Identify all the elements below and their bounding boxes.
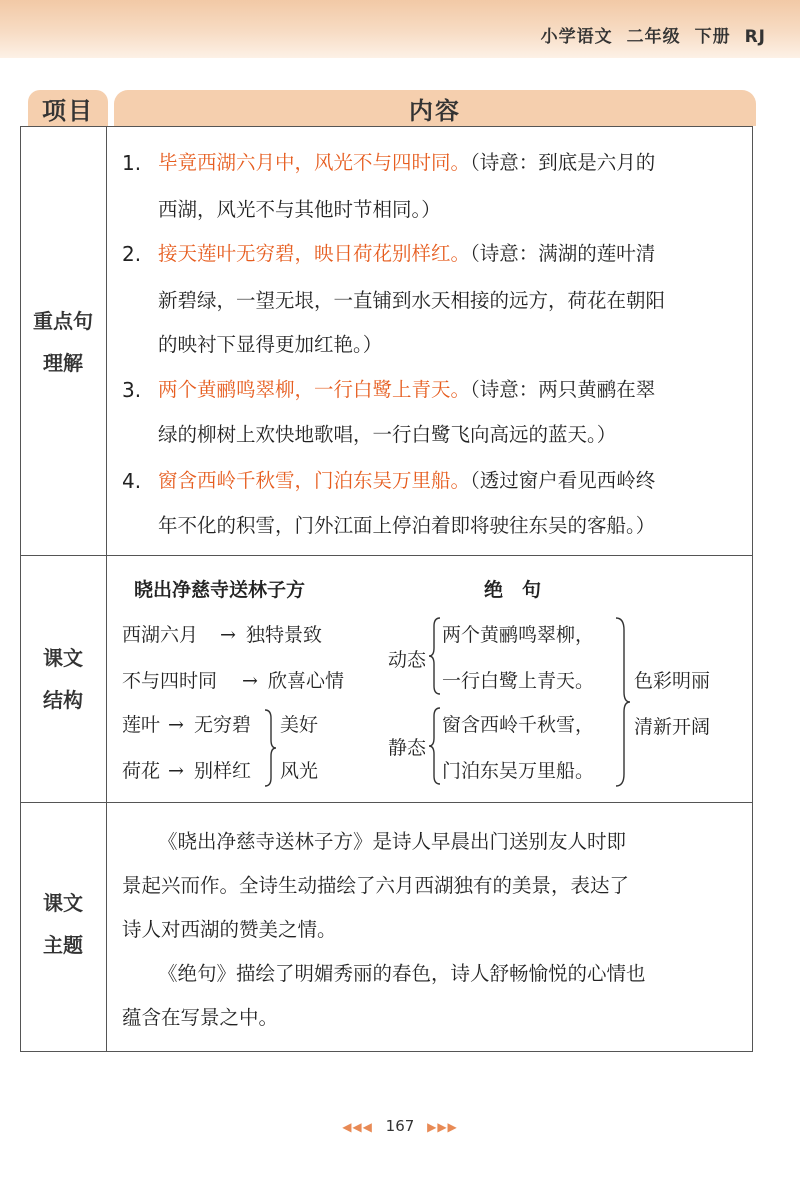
static-label: 静态 [388,737,427,759]
column-header-content: 内容 [114,90,756,126]
arrow-icon: → [220,624,236,646]
row-divider-2 [20,802,753,803]
structure-row-3-left: 莲叶 [122,714,161,736]
poem-quote: 窗含西岭千秋雪，门泊东吴万里船。 [158,469,471,492]
structure-row-1-right: 独特景致 [246,624,323,646]
structure-row-1-left: 西湖六月 [122,624,199,646]
structure-row-4-right: 别样红 [194,760,252,782]
poem-meaning: （诗意：满湖的莲叶清 [470,242,656,265]
poem2-line-2: 一行白鹭上青天。 [442,670,595,692]
grade-label: 二年级 [626,27,681,47]
poem-quote: 两个黄鹂鸣翠柳，一行白鹭上青天。 [158,378,471,401]
page-footer [0,1117,800,1135]
summary-color: 色彩明丽 [634,670,711,692]
poem-quote: 接天莲叶无穷碧，映日荷花别样红。 [158,242,471,265]
poem2-title: 绝 句 [484,579,542,601]
book-header [527,22,766,47]
summary-fresh: 清新开阔 [634,716,711,738]
item-number: 2. [122,242,142,266]
poem2-line-4: 门泊东吴万里船。 [442,760,595,782]
structure-row-2-left: 不与四时同 [122,670,218,692]
right-brace-icon [614,616,632,788]
section-label-theme: 课文 主题 [43,891,83,957]
edition-label: RJ [744,27,766,47]
arrow-icon: → [168,714,184,736]
structure-group-1: 美好 [280,714,319,736]
item-number: 1. [122,151,142,175]
arrow-icon: → [242,670,258,692]
column-header-item: 项目 [28,90,108,126]
item-number: 3. [122,378,142,402]
poem-meaning: （诗意：两只黄鹂在翠 [470,378,656,401]
poem2-line-1: 两个黄鹂鸣翠柳， [442,624,595,646]
theme-paragraph-1: 《晓出净慈寺送林子方》是诗人早晨出门送别友人时即 景起兴而作。全诗生动描绘了六月西湖独有的美景，表达了 诗人对西湖的赞美之情。 [122,830,630,941]
poem-meaning-cont: 年不化的积雪，门外江面上停泊着即将驶往东吴的客船。） [158,514,656,537]
poem-meaning: （透过窗户看见西岭终 [470,469,656,492]
poem-meaning-cont: 西湖，风光不与其他时节相同。） [158,198,441,221]
structure-group-2: 风光 [280,760,319,782]
structure-row-3-right: 无穷碧 [194,714,252,736]
left-brace-icon [428,616,442,696]
right-brace-icon [262,708,278,788]
poem-meaning: （诗意：到底是六月的 [470,151,656,174]
next-arrows-icon: ▶▶▶ [427,1120,458,1134]
poem2-line-3: 窗含西岭千秋雪， [442,714,595,736]
left-brace-icon [428,706,442,786]
arrow-icon: → [168,760,184,782]
prev-arrows-icon: ◀◀◀ [342,1120,373,1134]
theme-paragraph-2: 《绝句》描绘了明媚秀丽的春色，诗人舒畅愉悦的心情也 蕴含在写景之中。 [122,962,646,1029]
subject-label: 小学语文 [540,27,613,47]
poem1-title: 晓出净慈寺送林子方 [134,579,306,601]
poem-quote: 毕竟西湖六月中，风光不与四时同。 [158,151,471,174]
section-label-structure: 课文 结构 [43,646,83,712]
poem-meaning-cont: 的映衬下显得更加红艳。） [158,333,383,356]
item-number: 4. [122,469,142,493]
volume-label: 下册 [694,27,731,47]
poem-meaning-cont: 绿的柳树上欢快地歌唱，一行白鹭飞向高远的蓝天。） [158,423,617,446]
row-divider-1 [20,555,753,556]
structure-row-2-right: 欣喜心情 [268,670,345,692]
section-label-key-sentences: 重点句 理解 [33,309,93,375]
poem-meaning-cont: 新碧绿，一望无垠，一直铺到水天相接的远方，荷花在朝阳 [158,289,666,312]
structure-row-4-left: 荷花 [122,760,161,782]
dynamic-label: 动态 [388,649,427,671]
page-number: 167 [385,1117,415,1135]
column-divider [106,126,107,1052]
